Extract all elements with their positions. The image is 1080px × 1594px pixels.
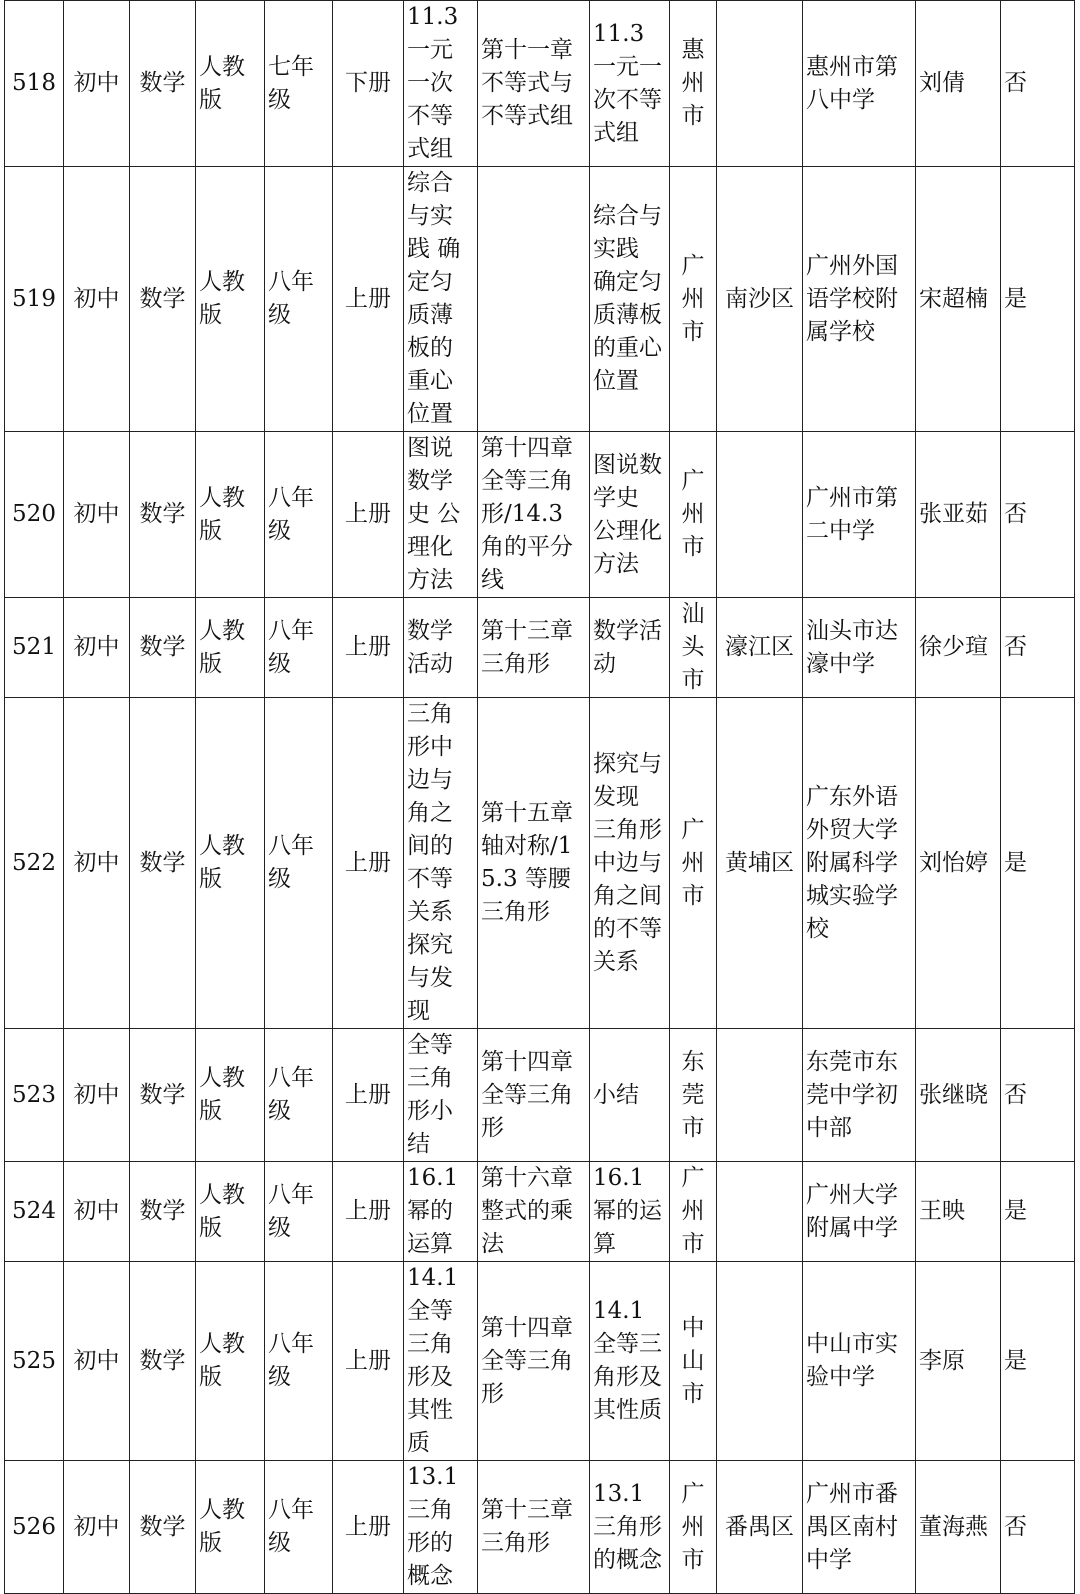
cell-chapter: 第十三章 三角形: [478, 598, 590, 698]
cell-school: 汕头市达濠中学: [803, 598, 916, 698]
cell-number: 521: [5, 598, 64, 698]
cell-number: 525: [5, 1262, 64, 1461]
cell-section: 小结: [590, 1029, 670, 1162]
cell-number: 520: [5, 432, 64, 598]
cell-grade: 八年级: [265, 698, 333, 1029]
cell-volume: 上册: [333, 598, 404, 698]
cell-city: 中山市: [670, 1262, 717, 1461]
cell-district: 濠江区: [717, 598, 803, 698]
cell-topic: 图说数学史 公理化方法: [404, 432, 478, 598]
cell-stage: 初中: [64, 1162, 130, 1262]
cell-teacher: 徐少瑄: [916, 598, 1001, 698]
cell-teacher: 李原: [916, 1262, 1001, 1461]
cell-flag: 否: [1001, 1461, 1075, 1594]
cell-district: [717, 1029, 803, 1162]
cell-section: 14.1 全等三角形及其性质: [590, 1262, 670, 1461]
cell-number: 526: [5, 1461, 64, 1594]
cell-stage: 初中: [64, 698, 130, 1029]
cell-subject: 数学: [130, 1162, 196, 1262]
cell-flag: 否: [1001, 1, 1075, 167]
cell-city: 广州市: [670, 698, 717, 1029]
cell-teacher: 张继晓: [916, 1029, 1001, 1162]
cell-volume: 上册: [333, 167, 404, 432]
cell-chapter: [478, 167, 590, 432]
cell-topic: 11.3 一元一次不等式组: [404, 1, 478, 167]
cell-edition: 人教版: [196, 698, 265, 1029]
cell-city: 汕头市: [670, 598, 717, 698]
cell-subject: 数学: [130, 598, 196, 698]
cell-grade: 七年级: [265, 1, 333, 167]
cell-city: 广州市: [670, 432, 717, 598]
table-row: [5, 1461, 1075, 1594]
cell-stage: 初中: [64, 167, 130, 432]
cell-city: 广州市: [670, 1162, 717, 1262]
cell-stage: 初中: [64, 1461, 130, 1594]
cell-school: 广州市第二中学: [803, 432, 916, 598]
cell-topic: 综合与实践 确定匀质薄板的重心位置: [404, 167, 478, 432]
cell-school: 惠州市第八中学: [803, 1, 916, 167]
cell-district: [717, 432, 803, 598]
table-row: [5, 1262, 1075, 1461]
cell-topic: 14.1 全等三角形及其性质: [404, 1262, 478, 1461]
cell-district: [717, 1262, 803, 1461]
cell-teacher: 张亚茹: [916, 432, 1001, 598]
cell-flag: 否: [1001, 1029, 1075, 1162]
cell-topic: 数学活动: [404, 598, 478, 698]
cell-city: 广州市: [670, 167, 717, 432]
cell-school: 广州大学附属中学: [803, 1162, 916, 1262]
cell-edition: 人教版: [196, 432, 265, 598]
cell-city: 东莞市: [670, 1029, 717, 1162]
cell-flag: 是: [1001, 167, 1075, 432]
cell-school: 中山市实验中学: [803, 1262, 916, 1461]
table-body: [5, 1, 1075, 1594]
lesson-record-table: [4, 0, 1075, 1594]
cell-section: 综合与实践 确定匀质薄板的重心位置: [590, 167, 670, 432]
cell-teacher: 宋超楠: [916, 167, 1001, 432]
cell-edition: 人教版: [196, 1029, 265, 1162]
cell-school: 东莞市东莞中学初中部: [803, 1029, 916, 1162]
cell-number: 519: [5, 167, 64, 432]
cell-subject: 数学: [130, 1461, 196, 1594]
cell-teacher: 王映: [916, 1162, 1001, 1262]
cell-flag: 否: [1001, 598, 1075, 698]
cell-number: 518: [5, 1, 64, 167]
cell-number: 524: [5, 1162, 64, 1262]
cell-chapter: 第十四章 全等三角形: [478, 1029, 590, 1162]
cell-subject: 数学: [130, 1, 196, 167]
cell-chapter: 第十六章 整式的乘法: [478, 1162, 590, 1262]
cell-number: 522: [5, 698, 64, 1029]
cell-stage: 初中: [64, 598, 130, 698]
cell-city: 广州市: [670, 1461, 717, 1594]
cell-section: 13.1 三角形的概念: [590, 1461, 670, 1594]
cell-edition: 人教版: [196, 1162, 265, 1262]
cell-volume: 上册: [333, 1461, 404, 1594]
cell-volume: 上册: [333, 1029, 404, 1162]
cell-stage: 初中: [64, 1262, 130, 1461]
table-row: [5, 1029, 1075, 1162]
cell-teacher: 刘倩: [916, 1, 1001, 167]
cell-teacher: 董海燕: [916, 1461, 1001, 1594]
cell-grade: 八年级: [265, 1262, 333, 1461]
cell-chapter: 第十三章 三角形: [478, 1461, 590, 1594]
table-row: [5, 698, 1075, 1029]
table-row: [5, 167, 1075, 432]
cell-number: 523: [5, 1029, 64, 1162]
cell-edition: 人教版: [196, 167, 265, 432]
cell-district: 番禺区: [717, 1461, 803, 1594]
cell-chapter: 第十一章 不等式与不等式组: [478, 1, 590, 167]
cell-grade: 八年级: [265, 1162, 333, 1262]
cell-subject: 数学: [130, 698, 196, 1029]
table-row: [5, 1, 1075, 167]
cell-district: [717, 1, 803, 167]
cell-stage: 初中: [64, 432, 130, 598]
cell-volume: 上册: [333, 1262, 404, 1461]
cell-chapter: 第十五章 轴对称/15.3 等腰三角形: [478, 698, 590, 1029]
cell-teacher: 刘怡婷: [916, 698, 1001, 1029]
cell-volume: 上册: [333, 432, 404, 598]
cell-subject: 数学: [130, 1262, 196, 1461]
cell-school: 广州市番禺区南村中学: [803, 1461, 916, 1594]
cell-flag: 是: [1001, 698, 1075, 1029]
cell-topic: 16.1 幂的运算: [404, 1162, 478, 1262]
cell-chapter: 第十四章 全等三角形: [478, 1262, 590, 1461]
cell-grade: 八年级: [265, 167, 333, 432]
cell-volume: 上册: [333, 698, 404, 1029]
cell-edition: 人教版: [196, 1262, 265, 1461]
cell-edition: 人教版: [196, 1461, 265, 1594]
cell-school: 广东外语外贸大学附属科学城实验学校: [803, 698, 916, 1029]
cell-district: [717, 1162, 803, 1262]
cell-subject: 数学: [130, 432, 196, 598]
cell-flag: 是: [1001, 1262, 1075, 1461]
cell-stage: 初中: [64, 1, 130, 167]
cell-volume: 上册: [333, 1162, 404, 1262]
cell-district: 南沙区: [717, 167, 803, 432]
cell-volume: 下册: [333, 1, 404, 167]
cell-city: 惠州市: [670, 1, 717, 167]
cell-topic: 三角形中边与角之间的不等关系探究与发现: [404, 698, 478, 1029]
cell-flag: 否: [1001, 432, 1075, 598]
cell-section: 数学活动: [590, 598, 670, 698]
cell-school: 广州外国语学校附属学校: [803, 167, 916, 432]
table-row: [5, 598, 1075, 698]
cell-edition: 人教版: [196, 598, 265, 698]
cell-section: 16.1 幂的运算: [590, 1162, 670, 1262]
cell-grade: 八年级: [265, 1461, 333, 1594]
cell-grade: 八年级: [265, 1029, 333, 1162]
table-row: [5, 1162, 1075, 1262]
cell-stage: 初中: [64, 1029, 130, 1162]
cell-grade: 八年级: [265, 598, 333, 698]
cell-flag: 是: [1001, 1162, 1075, 1262]
cell-section: 图说数学史 公理化方法: [590, 432, 670, 598]
cell-topic: 全等三角形小结: [404, 1029, 478, 1162]
cell-subject: 数学: [130, 1029, 196, 1162]
cell-section: 探究与发现 三角形中边与角之间的不等关系: [590, 698, 670, 1029]
cell-edition: 人教版: [196, 1, 265, 167]
cell-grade: 八年级: [265, 432, 333, 598]
cell-section: 11.3 一元一次不等式组: [590, 1, 670, 167]
cell-chapter: 第十四章 全等三角形/14.3 角的平分线: [478, 432, 590, 598]
cell-subject: 数学: [130, 167, 196, 432]
cell-district: 黄埔区: [717, 698, 803, 1029]
table-row: [5, 432, 1075, 598]
cell-topic: 13.1 三角形的概念: [404, 1461, 478, 1594]
